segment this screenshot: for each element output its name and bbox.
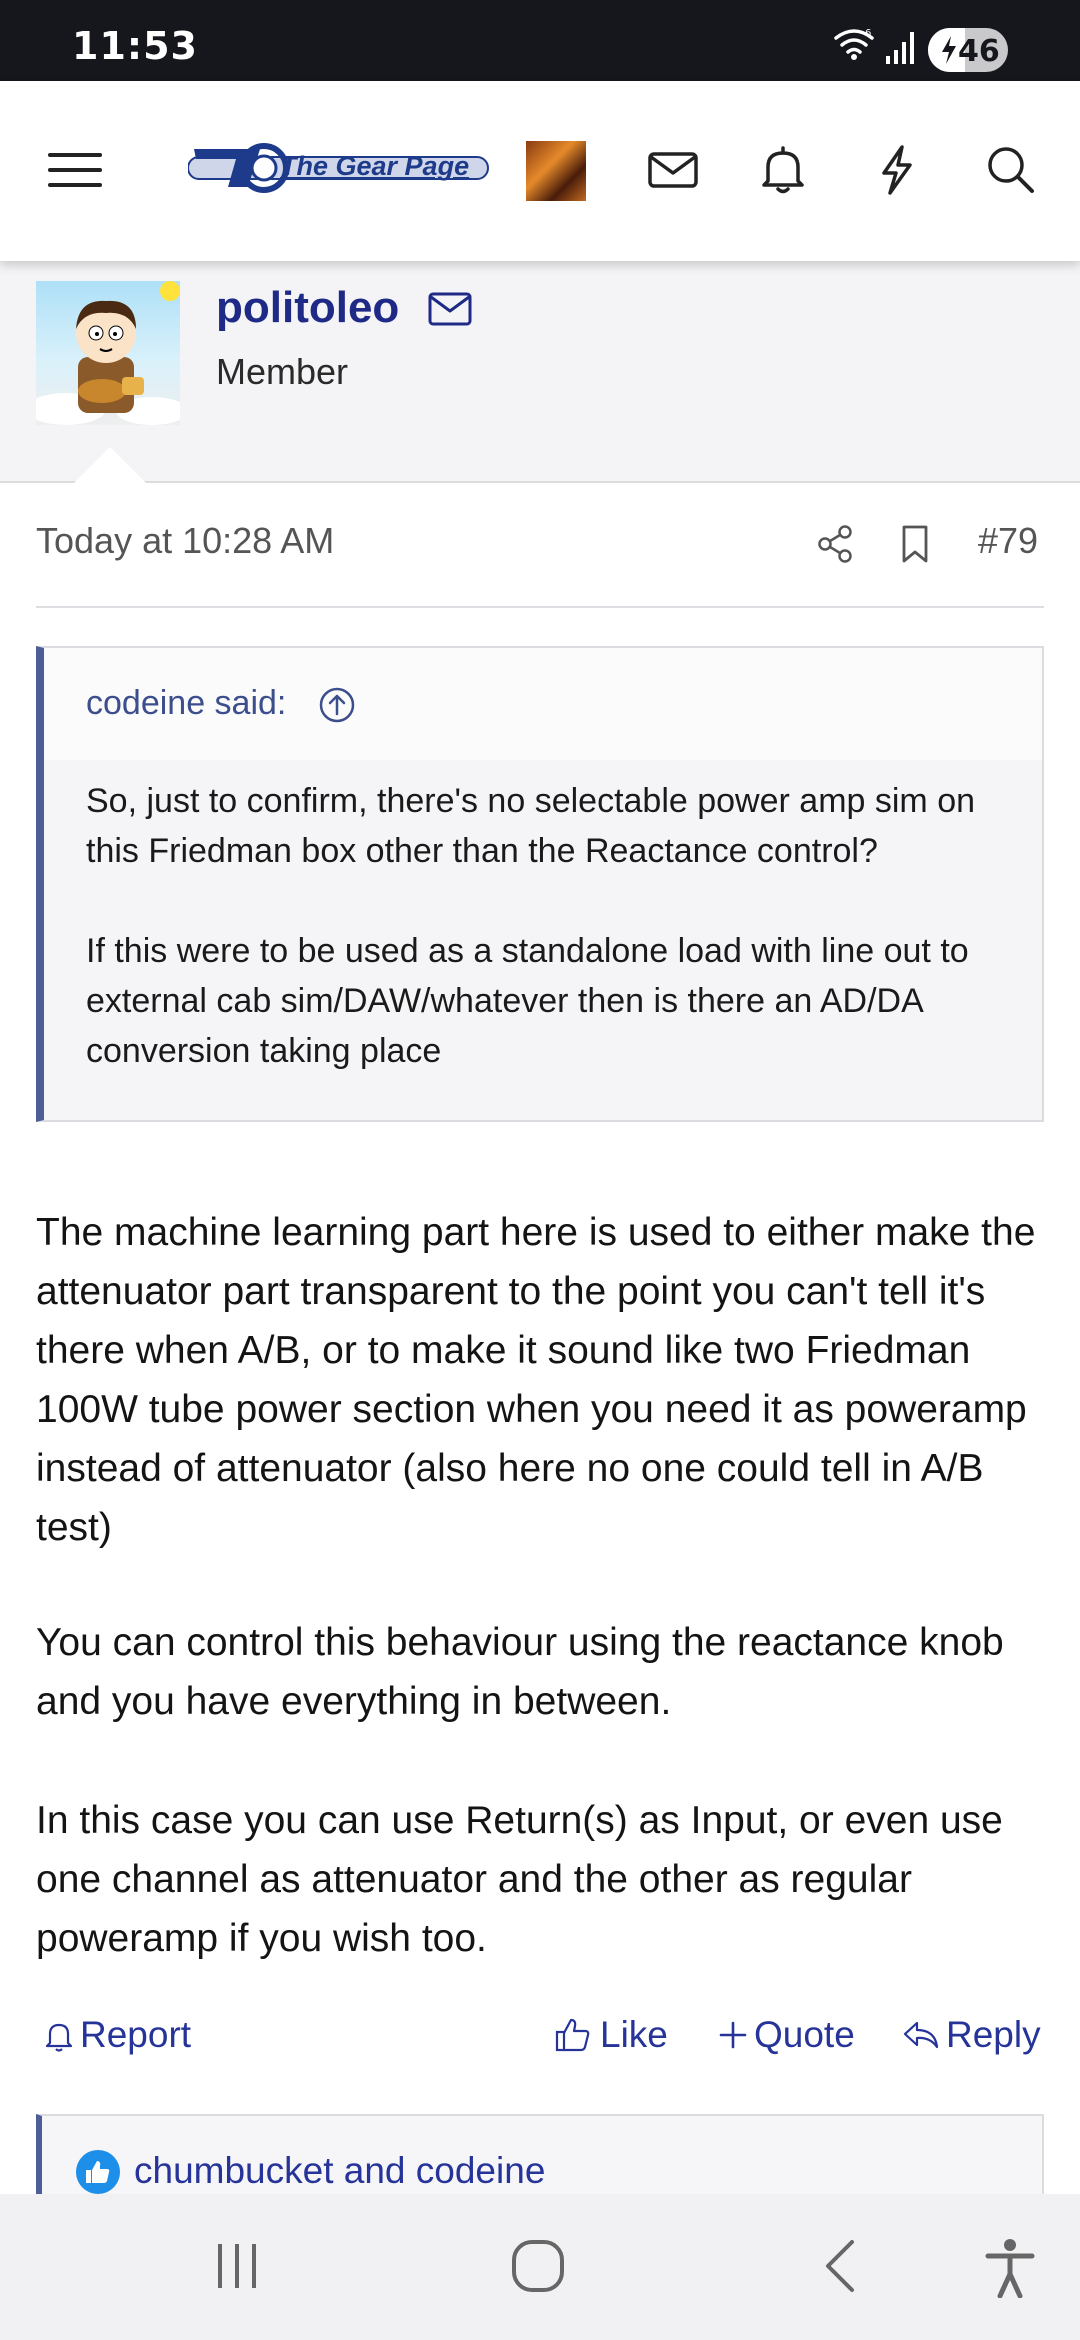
author-role: Member bbox=[216, 351, 349, 392]
reactions-text[interactable]: chumbucket and codeine bbox=[134, 2150, 546, 2191]
quote-content bbox=[44, 760, 1042, 1120]
quote-label: Quote bbox=[754, 2014, 855, 2055]
bookmark-icon[interactable] bbox=[898, 524, 932, 564]
post-number[interactable]: #79 bbox=[978, 520, 1039, 561]
recent-apps-icon[interactable] bbox=[212, 2238, 262, 2294]
message-author-icon[interactable] bbox=[428, 291, 472, 327]
status-bar bbox=[0, 0, 1080, 81]
cartoon-avatar-icon bbox=[36, 281, 180, 425]
bell-outline-icon bbox=[40, 2016, 78, 2054]
like-reaction-icon bbox=[76, 2150, 120, 2194]
post-timestamp[interactable]: Today at 10:28 AM bbox=[36, 520, 335, 561]
signal-icon bbox=[884, 28, 918, 66]
svg-text:6: 6 bbox=[865, 28, 872, 39]
author-username[interactable]: politoleo bbox=[216, 283, 400, 332]
logo-text: The Gear Page bbox=[280, 151, 470, 181]
plus-icon bbox=[714, 2016, 752, 2054]
wifi-icon bbox=[832, 26, 876, 62]
lightning-icon[interactable] bbox=[868, 141, 926, 199]
system-nav-bar bbox=[0, 2194, 1080, 2340]
home-icon[interactable] bbox=[510, 2238, 566, 2294]
post-paragraph: The machine learning part here is used to either make the attenuator part transparent to the point you can't tell it's there when A/B, or to make it sound like two Friedman 100W tube power section when you need it as poweramp instead of attenuator (also here no one could tell in A/B test) bbox=[36, 1211, 1036, 1549]
accessibility-icon[interactable] bbox=[984, 2238, 1036, 2298]
app-header bbox=[0, 81, 1080, 261]
back-icon[interactable] bbox=[820, 2238, 860, 2294]
post-paragraph: In this case you can use Return(s) as Input, or even use one channel as attenuator and the other as regular poweramp if you wish too. bbox=[36, 1799, 1003, 1960]
battery-percent: 46 bbox=[958, 34, 1000, 69]
quote-author[interactable]: codeine said: bbox=[86, 684, 287, 722]
author-avatar[interactable] bbox=[36, 281, 180, 425]
reply-label: Reply bbox=[946, 2014, 1041, 2055]
quote-paragraph: If this were to be used as a standalone load with line out to external cab sim/DAW/whatever then is there an AD/DA conversion taking place bbox=[86, 932, 969, 1070]
quote-button[interactable] bbox=[714, 2014, 855, 2056]
reply-button[interactable] bbox=[902, 2014, 1041, 2056]
like-label: Like bbox=[600, 2014, 668, 2055]
like-button[interactable] bbox=[554, 2014, 668, 2056]
quote-header bbox=[44, 648, 1042, 760]
post-author-block bbox=[0, 261, 1080, 483]
bell-icon[interactable] bbox=[754, 141, 812, 199]
report-label: Report bbox=[80, 2014, 192, 2055]
post-paragraph: You can control this behaviour using the reactance knob and you have everything in between. bbox=[36, 1621, 1004, 1723]
author-pointer bbox=[74, 447, 146, 483]
arrow-up-circle-icon[interactable] bbox=[318, 686, 356, 724]
thumbs-up-icon bbox=[554, 2016, 592, 2054]
quote-paragraph: So, just to confirm, there's no selectable power amp sim on this Friedman box other than the Reactance control? bbox=[86, 782, 976, 870]
quote-block bbox=[36, 646, 1044, 1122]
reactions-bar[interactable] bbox=[36, 2114, 1044, 2194]
divider bbox=[36, 606, 1044, 608]
charging-icon bbox=[940, 35, 958, 65]
reply-icon bbox=[902, 2016, 940, 2054]
user-avatar[interactable] bbox=[526, 141, 586, 201]
thumbs-up-icon bbox=[76, 2150, 120, 2194]
mail-icon[interactable] bbox=[644, 141, 702, 199]
report-button[interactable] bbox=[40, 2014, 191, 2056]
site-logo[interactable] bbox=[188, 139, 490, 197]
search-icon[interactable] bbox=[982, 141, 1040, 199]
share-icon[interactable] bbox=[816, 524, 854, 564]
battery-indicator bbox=[928, 28, 1008, 72]
menu-icon[interactable] bbox=[46, 141, 104, 199]
status-time: 11:53 bbox=[72, 24, 198, 68]
